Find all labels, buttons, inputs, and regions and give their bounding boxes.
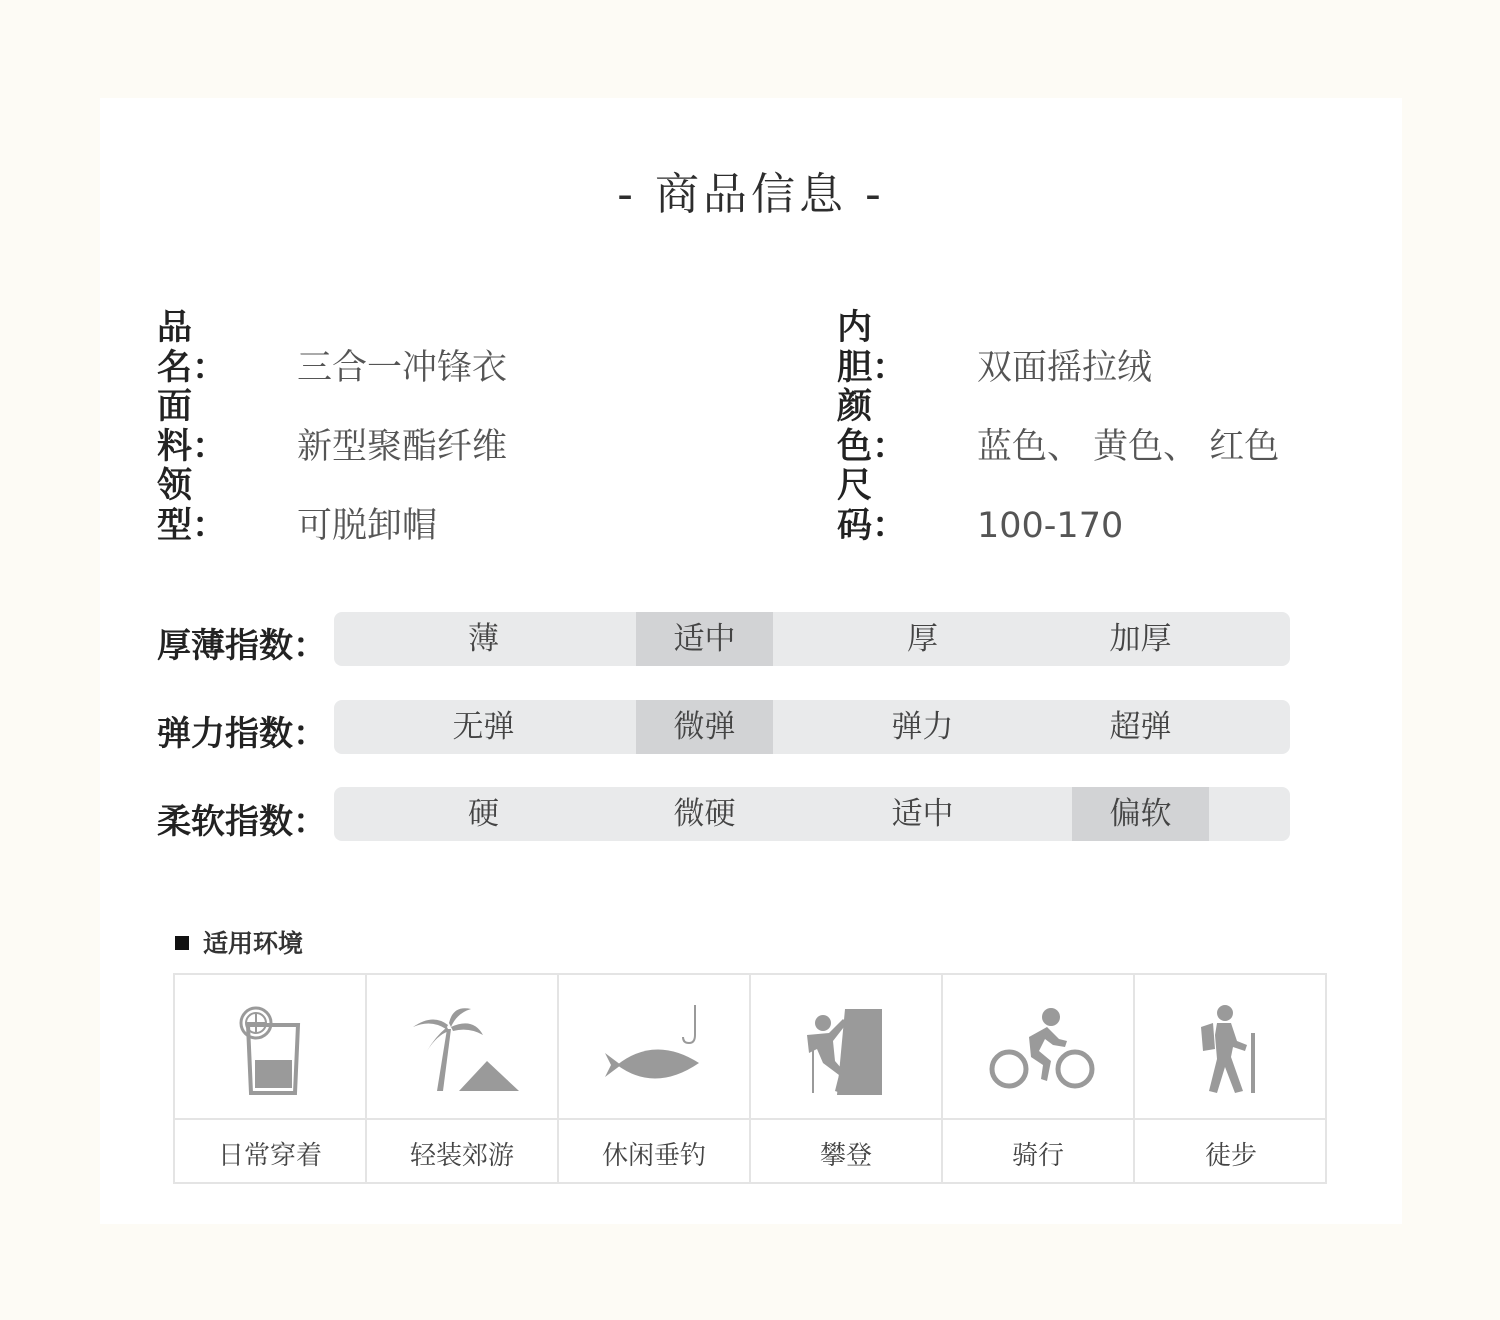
info-row-fabric: 面料： 新型聚酯纤维 xyxy=(157,387,508,467)
elasticity-index-scale xyxy=(334,700,1290,754)
page-title: - 商品信息 - xyxy=(617,169,885,220)
environment-item-label: 骑行 xyxy=(1011,1141,1064,1171)
scale-option: 薄 xyxy=(468,621,499,657)
scale-option: 超弹 xyxy=(1109,709,1172,745)
fish-icon xyxy=(605,1005,715,1095)
scale-option: 微硬 xyxy=(673,796,736,832)
elasticity-index-label: 弹力指数： xyxy=(157,714,327,754)
scale-option-selected: 微弹 xyxy=(636,700,773,754)
product-info-card xyxy=(100,98,1402,1224)
info-value: 蓝色、 黄色、 红色 xyxy=(977,427,1280,467)
environment-item-label: 轻装郊游 xyxy=(409,1141,514,1171)
scale-option: 硬 xyxy=(468,796,499,832)
environment-item xyxy=(1135,975,1327,1182)
thickness-index-label: 厚薄指数： xyxy=(157,626,327,666)
info-value: 可脱卸帽 xyxy=(297,506,438,546)
info-row-size: 尺码： 100-170 xyxy=(837,466,1124,546)
info-row-color: 颜色： 蓝色、 黄色、 红色 xyxy=(837,387,1280,467)
scale-option: 弹力 xyxy=(891,709,954,745)
info-value: 双面摇拉绒 xyxy=(977,348,1153,388)
info-row-lining: 内胆： 双面摇拉绒 xyxy=(837,308,1153,388)
scale-option: 适中 xyxy=(891,796,954,832)
info-row-collar: 领型： 可脱卸帽 xyxy=(157,466,438,546)
softness-index-scale xyxy=(334,787,1290,841)
environment-grid xyxy=(173,973,1327,1184)
thickness-index-scale xyxy=(334,612,1290,666)
softness-index-label: 柔软指数： xyxy=(157,802,327,842)
environment-heading: 适用环境 xyxy=(175,924,303,960)
scale-option: 厚 xyxy=(907,621,938,657)
climbing-icon xyxy=(797,1005,897,1095)
info-row-name: 品名： 三合一冲锋衣 xyxy=(157,308,508,388)
environment-item-label: 攀登 xyxy=(819,1141,872,1171)
palm-tree-icon xyxy=(413,1005,523,1095)
hiking-icon xyxy=(1181,1005,1281,1095)
environment-item xyxy=(175,975,367,1182)
info-value: 三合一冲锋衣 xyxy=(297,348,508,388)
environment-item-label: 休闲垂钓 xyxy=(601,1141,706,1171)
scale-option: 无弹 xyxy=(452,709,515,745)
environment-item xyxy=(559,975,751,1182)
drink-icon xyxy=(221,1005,321,1095)
cycling-icon xyxy=(989,1005,1099,1095)
square-bullet-icon xyxy=(175,936,189,950)
environment-item xyxy=(751,975,943,1182)
environment-item xyxy=(367,975,559,1182)
environment-item-label: 日常穿着 xyxy=(217,1141,322,1171)
scale-option-selected: 偏软 xyxy=(1072,787,1209,841)
info-value: 新型聚酯纤维 xyxy=(297,427,508,467)
environment-item xyxy=(943,975,1135,1182)
scale-option: 加厚 xyxy=(1109,621,1172,657)
scale-option-selected: 适中 xyxy=(636,612,773,666)
info-value: 100-170 xyxy=(977,506,1124,546)
environment-item-label: 徒步 xyxy=(1204,1141,1257,1171)
